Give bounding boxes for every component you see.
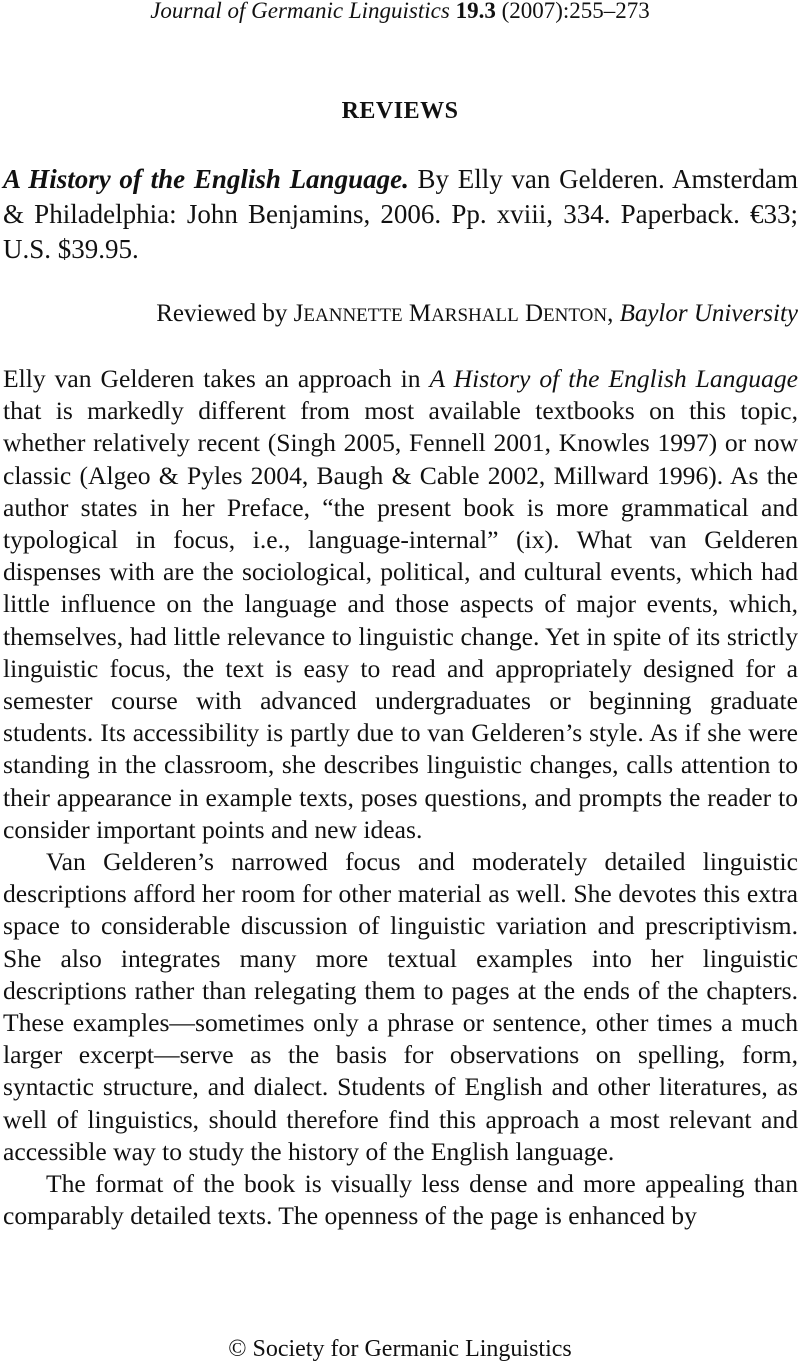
reviewer-line: Reviewed by JEANNETTE MARSHALL DENTON, Baylor University bbox=[156, 300, 798, 327]
journal-pages: (2007):255–273 bbox=[501, 0, 650, 23]
running-head bbox=[0, 0, 800, 26]
review-body bbox=[3, 363, 798, 1232]
journal-volume: 19.3 bbox=[455, 0, 496, 23]
inline-book-title: A History of the English Language bbox=[429, 364, 798, 393]
copyright-footer: © Society for Germanic Linguistics bbox=[228, 1336, 572, 1362]
reviewer-affiliation: Baylor University bbox=[619, 300, 798, 327]
paragraph-1: Elly van Gelderen takes an approach in A History of the English Language that is markedly different from most available textbooks on this topic, whether relatively recent (Singh 2005, Fennell 2001, Knowles 1997) or now classic (Algeo & Pyles 2004, Baugh & Cable 2002, Millward 1996). As the author states in her Preface, “the present book is more grammatical and typological in focus, i.e., language-internal” (ix). What van Gelderen dispenses with are the sociological, political, and cultural events, which had little influence on the language and those aspects of major events, which, themselves, had little relevance to linguistic change. Yet in spite of its strictly linguistic focus, the text is easy to read and appropriately designed for a semester course with advanced undergraduates or beginning graduate students. Its accessibility is partly due to van Gelderen’s style. As if she were standing in the classroom, she describes linguistic changes, calls attention to their appearance in example texts, poses questions, and prompts the reader to consider important points and new ideas. bbox=[3, 364, 798, 844]
paragraph-3: The format of the book is visually less dense and more appealing than comparably detailed texts. The openness of the page is enhanced by bbox=[3, 1169, 798, 1231]
reviewer-name: JEANNETTE MARSHALL DENTON bbox=[293, 300, 608, 327]
section-title: REVIEWS bbox=[341, 98, 459, 124]
book-citation bbox=[3, 162, 798, 267]
book-details: By Elly van Gelderen. Amsterdam & Philadelphia: John Benjamins, 2006. Pp. xviii, 334. Paperback. €33; U.S. $39.95. bbox=[3, 164, 798, 264]
journal-name: Journal of Germanic Linguistics bbox=[150, 0, 450, 23]
book-title: A History of the English Language. bbox=[3, 164, 409, 194]
paragraph-2: Van Gelderen’s narrowed focus and moderately detailed linguistic descriptions afford her room for other material as well. She devotes this extra space to considerable discussion of linguistic variation and prescriptivism. She also integrates many more textual examples into her linguistic descriptions rather than relegating them to pages at the ends of the chapters. These examples—sometimes only a phrase or sentence, other times a much larger excerpt—serve as the basis for observations on spelling, form, syntactic structure, and dialect. Students of English and other literatures, as well of linguistics, should therefore find this approach a most relevant and accessible way to study the history of the English language. bbox=[3, 847, 798, 1166]
reviewer-prefix: Reviewed by bbox=[156, 300, 288, 327]
